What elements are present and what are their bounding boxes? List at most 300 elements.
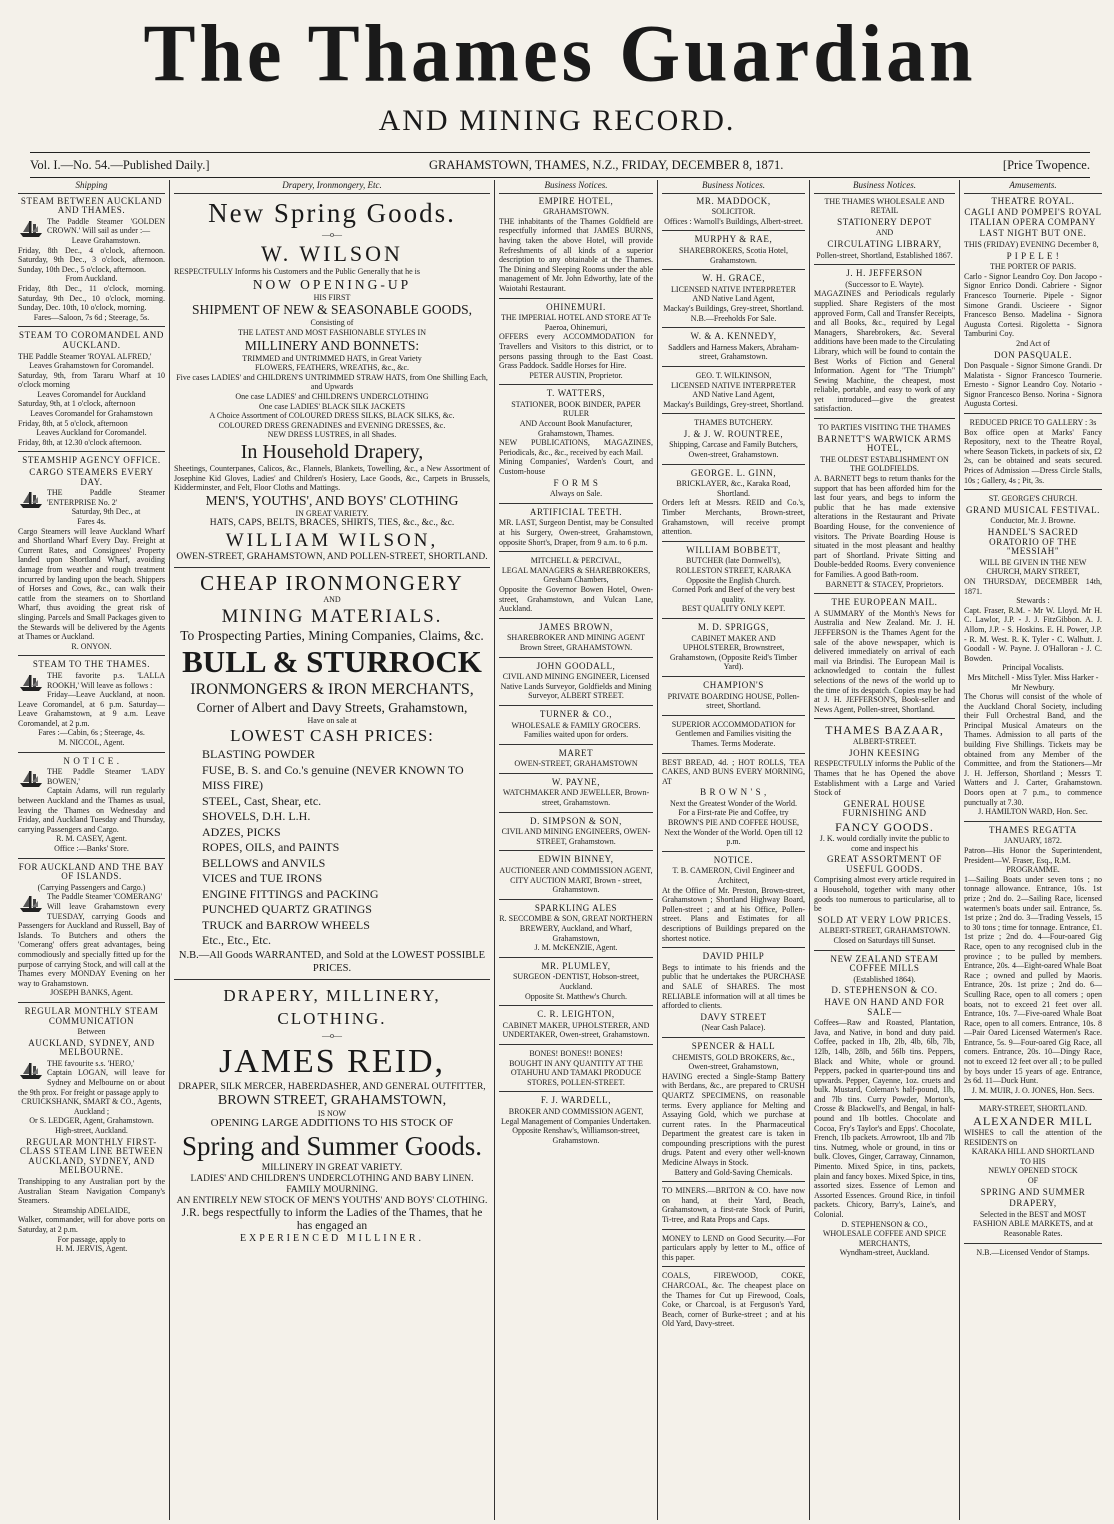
notice-heading: HAVE ON HAND AND FOR SALE— (824, 996, 945, 1017)
notice-heading: D. STEPHENSON & CO. (831, 985, 938, 996)
notice-heading: THAMES REGATTA (989, 824, 1077, 835)
notice-text: MARY-STREET, SHORTLAND. (978, 1104, 1088, 1114)
notice-heading: DAVY STREET (700, 1011, 767, 1022)
notice-text: Stewards : (1016, 596, 1050, 606)
notice-text: BARNETT & STACEY, Proprietors. (825, 579, 944, 589)
column-business-1 (495, 180, 658, 1520)
reid-entirely: AN ENTIRELY NEW STOCK OF MEN'S YOUTHS' AND BOYS' CLOTHING. (176, 1196, 488, 1207)
notice-text: Families waited upon for orders. (523, 730, 629, 740)
divider (964, 821, 1102, 822)
notice-heading: F O R M S (553, 477, 599, 488)
notice-text: Friday—Leave Auckland, at noon. Leave Coromandel, at 6 p.m. Saturday—Leave Grahamstown, at 9 a.m. Leave Coromandel, at 2 p.m. (18, 690, 165, 728)
notice-heading: P I P E L E ! (1006, 250, 1060, 261)
notice-heading: ALEXANDER MILL (973, 1114, 1093, 1129)
divider (499, 657, 653, 658)
wilson-address: OWEN-STREET, GRAHAMSTOWN, AND POLLEN-STREET, SHORTLAND. (176, 552, 488, 563)
notice-text: AND Account Book Manufacturer, Grahamstown, Thames. (519, 419, 633, 438)
issue-info-bar (30, 152, 1090, 178)
column-amusements (960, 180, 1106, 1520)
notice-text: BEST BREAD, 4d. ; HOT ROLLS, TEA CAKES, AND BUNS EVERY MORNING, AT (662, 757, 805, 786)
divider (662, 1266, 805, 1267)
list-item: BLASTING POWDER (202, 747, 315, 762)
notice-text: For passage, apply to (57, 1234, 126, 1244)
notice-heading: EMPIRE HOTEL, (538, 195, 614, 206)
notice-text: Conductor, Mr. J. Browne. (990, 516, 1076, 526)
notice-text: Saddlers and Harness Makers, Abraham-street, Grahamstown. (668, 342, 799, 362)
notice-text: The Paddle Steamer 'COMERANG' (47, 892, 163, 902)
bull-and: AND (323, 595, 341, 605)
column-drapery (170, 180, 495, 1520)
notice-text: (Near Cash Palace). (701, 1023, 766, 1033)
notice-heading: N O T I C E . (63, 755, 120, 766)
notice-heading: W. PAYNE, (551, 776, 601, 787)
notice-text: Corned Pork and Beef of the very best quality. (672, 585, 795, 604)
notice-text: NEW PUBLICATIONS, MAGAZINES, Periodicals, &c., &c., received by each Mail. (499, 438, 653, 457)
wilson-latest: THE LATEST AND MOST FASHIONABLE STYLES IN (237, 327, 426, 337)
list-item: A Choice Assortment of COLOURED DRESS SILKS, BLACK SILKS, &c. (209, 411, 455, 421)
notice-text: CRUICKSHANK, SMART & CO., Agents, Auckland ; (21, 1097, 162, 1116)
notice-text: Cargo Steamers will leave Auckland Wharf and Shortland Wharf Every Day. Freight at Current Rates, and Consignees' Property landed upon Shortland Wharf, avoiding damage from weather and rough treatment incurred by landing upon the beach. Shippers of Horses and Cows, &c., can walk their cattle from the steamers on to Shortland Wharf, thus avoiding the great risk of slinging. Parcels and Small Packages given to the Stewards will be delivered by the Agents at Thames or Auckland. (18, 526, 165, 642)
divider (499, 551, 653, 552)
notice-text: Fares 4s. (77, 517, 106, 526)
wilson-first: HIS FIRST (313, 292, 351, 302)
divider (964, 1243, 1102, 1244)
notice-text: SHAREBROKER AND MINING AGENT (506, 633, 645, 643)
wilson-opening: NOW OPENING-UP (252, 276, 412, 292)
notice-text: Opposite St. Matthew's Church. (524, 991, 628, 1001)
wilson-variety: IN GREAT VARIETY. (295, 508, 369, 518)
notice-heading: JAMES BROWN, (539, 621, 613, 632)
notice-text: Brown Street, GRAHAMSTOWN. (519, 642, 633, 652)
notice-heading: GRAND MUSICAL FESTIVAL. (965, 504, 1101, 515)
notice-heading: D. SIMPSON & SON, (530, 815, 622, 826)
notice-text: For a First-rate Pie and Coffee, try BROWN'S PIE AND COFFEE HOUSE, Next the Wonder of the World. Open till 12 p.m. (664, 808, 803, 847)
column-heading: Business Notices. (499, 180, 653, 194)
notice-heading: STATIONERY DEPOT (837, 216, 932, 227)
divider (662, 753, 805, 754)
notice-text: WILL BE GIVEN IN THE NEW CHURCH, MARY STREET, (979, 557, 1087, 577)
notice-heading: FOR AUCKLAND AND THE BAY OF ISLANDS. (18, 861, 165, 882)
bull-firm: BULL & STURROCK (182, 643, 482, 679)
wilson-consisting: Consisting of (310, 318, 354, 328)
notice-heading: W. H. GRACE, (701, 273, 766, 284)
steamer-icon (18, 488, 44, 510)
notice-text: Mackay's Buildings, Grey-street, Shortland. (663, 399, 804, 409)
divider (499, 957, 653, 958)
divider (964, 413, 1102, 414)
notice-text: CIVIL AND MINING ENGINEER, Licensed Native Lands Surveyor, Goldfields and Mining Surveyor, ALBERT STREET. (500, 672, 652, 701)
notice-text: THE inhabitants of the Thames Goldfield are respectfully informed that JAMES BURNS, having taken the above Hotel, will provide Refreshments of all kinds of a superior description to any obtainable at the Thames. The Dining and Sleeping Rooms under the able management of Mr. John Edworthy, late of the Waiotahi Restaurant. (499, 216, 653, 293)
divider (964, 1099, 1102, 1100)
notice-text: T. B. CAMERON, Civil Engineer and Architect, (672, 866, 795, 886)
notice-heading: SPRING AND SUMMER (980, 1186, 1086, 1197)
notice-heading: MR. MADDOCK, (696, 195, 771, 206)
notice-text: Friday, 8th, at 5 o'clock, afternoon (18, 418, 128, 428)
notice-heading: DRAPERY, (1009, 1198, 1057, 1209)
bull-corner: Corner of Albert and Davy Streets, Grahamstown, (196, 699, 468, 715)
notice-text: SHAREBROKERS, Scotia Hotel, Grahamstown. (679, 245, 788, 265)
notice-heading: SPENCER & HALL (691, 1040, 776, 1051)
notice-text: J. HAMILTON WARD, Hon. Sec. (978, 807, 1088, 817)
notice-text: 2nd Act of (1016, 338, 1050, 348)
divider (814, 418, 955, 419)
notice-text: Captain LOGAN, will leave for Sydney and Melbourne on or about the 9th prox. For freight or passage apply to (18, 1068, 165, 1097)
wilson-millinery: MILLINERY AND BONNETS: (244, 337, 420, 353)
notice-text: SOLICITOR. (711, 207, 756, 217)
notice-text: J. K. would cordially invite the public to come and inspect his (819, 834, 950, 853)
notice-text: M. NICCOL, Agent. (58, 738, 125, 748)
list-item: ADZES, PICKS (202, 824, 281, 839)
reid-trade: DRAPER, SILK MERCER, HABERDASHER, AND GENERAL OUTFITTER, (178, 1081, 486, 1092)
notice-text: Carlo - Signor Leandro Coy. Don Jacopo - Signor Enrico Dondi. Cabriere - Signor Francesco Tournerie. Pipele - Signor Simone Grandi. Uscieere - Signor Francesco Benso. Madelina - Signora Augusta Cortesi. Rigoletta - Signora Tamburini Coy. (964, 271, 1102, 339)
list-item: SHOVELS, D.H. L.H. (202, 809, 311, 824)
notice-text: RESPECTFULLY informs the Public of the Thames that he has Opened the above Establishment with a Large and Varied Stock of (814, 759, 955, 798)
notice-heading: THEATRE ROYAL. (991, 195, 1075, 206)
divider (662, 269, 805, 270)
divider (814, 264, 955, 265)
divider (499, 298, 653, 299)
reid-mourning: FAMILY MOURNING. (286, 1185, 378, 1196)
notice-text: CITY AUCTION MART, Brown - street, Grahamstown. (510, 875, 642, 895)
notice-heading: STEAM TO COROMANDEL AND AUCKLAND. (19, 330, 164, 350)
wilson-hats: HATS, CAPS, BELTS, BRACES, SHIRTS, TIES, &c., &c., &c. (209, 518, 455, 529)
notice-text: OWEN-STREET, GRAHAMSTOWN (514, 759, 638, 769)
notice-text: Walker, commander, will for above ports on Saturday, at 2 p.m. (18, 1215, 165, 1234)
notice-text: THE favourite s.s. 'HERO,' (47, 1058, 135, 1068)
notice-text: Steamship ADELAIDE, (52, 1205, 131, 1215)
notice-text: HAVING erected a Single-Stamp Battery with Berdans, &c., are prepared to CRUSH QUARTZ SPECIMENS, on reasonable terms. Every appliance for Melting and Assaying Gold, which we purchase at current rates. In the Pharmaceutical Department the greatest care is taken in compounding prescriptions with the purest drugs. Patent and every other well-known Medicine Always in Stock. (662, 1071, 805, 1168)
notice-text: The Paddle Steamer 'GOLDEN CROWN.' Will sail as under :— (47, 216, 165, 236)
wilson-household-text: Sheetings, Counterpanes, Calicos, &c., Flannels, Blankets, Towelling, &c., a New Assortment of Josephine Kid Gloves, Ladies' and Children's Hosiery, Lace Goods, &c., Carpets in Brussels, Kidderminster, and Felt, Floor Cloths and Mattings. (174, 463, 490, 493)
notice-text: Leaves Grahamstown for Coromandel. (29, 361, 154, 371)
columns (14, 180, 1106, 1520)
divider (662, 715, 805, 716)
divider (662, 366, 805, 367)
notice-text: MR. LAST, Surgeon Dentist, may be Consulted at his Surgery, Owen-street, Grahamstown, opposite Short's, Draper, from 9 a.m. to 6 p.m. (499, 518, 653, 547)
notice-text: Patron—His Honor the Superintendent, President—W. Fraser, Esq., R.M. (964, 846, 1102, 865)
notice-heading: BARNETT'S WARWICK ARMS HOTEL, (817, 433, 952, 454)
notice-text: Always on Sale. (549, 489, 603, 499)
column-heading: Business Notices. (662, 180, 805, 194)
notice-text: Saturday, 9th Dec., at (71, 507, 141, 517)
notice-text: N.B.—Freeholds For Sale. (690, 313, 777, 323)
notice-text: SURGEON -DENTIST, Hobson-street, Auckland. (512, 972, 640, 991)
notice-text: LEGAL MANAGERS & SHAREBROKERS, Gresham Chambers, (501, 565, 651, 585)
notice-text: WHOLESALE COFFEE AND SPICE MERCHANTS, (822, 1229, 947, 1248)
column-content (814, 197, 955, 1258)
notice-text: Wyndham-street, Auckland. (839, 1248, 930, 1258)
notice-text: Friday, 8th Dec., 4 o'clock, afternoon. Saturday, 9th Dec., 3 o'clock, afternoon. Sunday, 10th Dec., 5 o'clock, afternoon. (18, 245, 165, 274)
notice-heading: EDWIN BINNEY, (538, 854, 614, 865)
list-item: One case LADIES' BLACK SILK JACKETS (258, 401, 406, 411)
divider (18, 451, 165, 452)
notice-text: Leave Grahamstown. (71, 235, 141, 245)
notice-text: Leaves Auckland for Coromandel. (36, 428, 147, 438)
notice-text: ST. GEORGE'S CHURCH. (988, 494, 1078, 504)
notice-text: Saturday, 9th, from Tararu Wharf at 10 o'clock morning (18, 370, 165, 390)
column-content (662, 197, 805, 1329)
divider (662, 1037, 805, 1038)
notice-text: MONEY to LEND on Good Security.—For particulars apply by letter to M., office of this paper. (662, 1233, 805, 1262)
wilson-shipment: SHIPMENT OF NEW & SEASONABLE GOODS, (191, 302, 473, 318)
notice-heading: REGULAR MONTHLY FIRST-CLASS STEAM LINE BETWEEN AUCKLAND, SYDNEY, AND MELBOURNE. (19, 1136, 164, 1176)
divider (964, 489, 1102, 490)
notice-heading: STEAM TO THE THAMES. (32, 659, 151, 670)
column-content (964, 197, 1102, 1258)
notice-text: The Chorus will consist of the whole of the Auckland Choral Society, including their Full Orchestral Band, and the Principal Musical Amateurs on the Thames. Admission to all parts of the building Five Shillings. Tickets may be obtained from any Member of the Committee, and from the Stationers—Mr J. H. Jefferson, Shortland ; Messrs T. Watters and J. Carter, Grahamstown. Doors open at 7 p.m., to commence punctually at 7.30. (964, 692, 1102, 807)
notice-text: CABINET MAKER AND UPHOLSTERER, Brownstreet, Grahamstown, (Opposite Reid's Timber Yard). (669, 633, 798, 672)
steamer-icon (18, 767, 44, 789)
list-item: Etc., Etc., Etc. (202, 933, 271, 948)
notice-text: Between (77, 1027, 106, 1037)
bull-lowest: LOWEST CASH PRICES: (230, 726, 434, 746)
notice-text: THE Paddle Steamer 'ENTERPRISE No. 2' (47, 488, 165, 507)
divider (662, 1229, 805, 1230)
notice-text: Coffees—Raw and Roasted, Plantation, Java, and Native, in bond and duty paid. Coffee, packed in 1lb, 2lb, 4lb, 6lb, 7lb, 12lb, 14lb, 28lb, and 56lb tins. Peppers, Black and White, whole or ground. Peppers, packed in quarter-pound tins and upwards. Pepper, Cayenne, 1oz. cruets and bulk. Mustard, Coleman's half-pound, 1lb, and 7lb tins. Curry Powder, Morton's, Crosse & Blackwell's, and Bengal, in half-pound and 1lb bottles. Chocolate and Cocoa, Fry's Taylor's and Epps'. Chocolate, French, 1lb packets. Arrowroot, 1lb and 7lb tins. Nutmeg, whole or ground, in tins or bulk. Cloves, Ginger, Carraway, Cinnamon, Pimento. Mixed Spice, in tins, packets, plain and fancy boxes. Mixed Spice, in tins, assorted sizes. Essence of Lemon and Assorted Essences. Ground Rice, in tinfoil packets. Chicory, Barry's, Laine's, and Colonial. (814, 1018, 955, 1219)
reid-drapery: DRAPERY, MILLINERY, CLOTHING. (223, 985, 441, 1028)
notice-text: Fares—Saloon, 7s 6d ; Steerage, 5s. (33, 312, 150, 322)
divider (662, 851, 805, 852)
divider (499, 1044, 653, 1045)
notice-heading: CAGLI AND POMPEI'S ROYAL ITALIAN OPERA COMPANY (964, 207, 1102, 227)
notice-text: ON THURSDAY, DECEMBER 14th, 1871. (964, 576, 1102, 596)
notice-heading: T. WATTERS, (546, 388, 606, 399)
list-item: STEEL, Cast, Shear, etc. (202, 793, 322, 808)
notice-text: J. M. MUIR, J. O. JONES, Hon. Secs. (971, 1085, 1095, 1095)
list-item: COLOURED DRESS GRENADINES and EVENING DRESSES, &c. (218, 420, 446, 430)
notice-heading: JOHN GOODALL, (536, 660, 616, 671)
price: [Price Twopence. (1002, 157, 1090, 172)
notice-text: THE favorite p.s. 'LALLA ROOKH,' Will leave as follows : (47, 670, 165, 690)
notice-heading: GENERAL HOUSE FURNISHING AND (842, 798, 927, 819)
divider (662, 327, 805, 328)
notice-text: Selected in the BEST and MOST FASHION ABLE MARKETS, and at Reasonable Rates. (972, 1209, 1094, 1238)
divider (662, 618, 805, 619)
notice-text: Capt. Fraser, R.M. - Mr W. Lloyd. Mr H. C. Lawlor, J.P. - J. J. FitzGibbon. A. J. Allom, J.P. - S. Hoskins. E. H. Power, J.P. - R. M. West. R. K. Tyler - C. Walhutt. J. Goodall - W. Payne. J. O'Halloran - J. C. Bowden. (964, 605, 1102, 663)
notice-text: THE IMPERIAL HOTEL AND STORE AT Te Paeroa, Ohinemuri, (501, 313, 651, 332)
notice-text: MAGAZINES and Periodicals regularly supplied. Share Registers of the most approved Form, Call and Transfer Receipts, and all Books, &c., required by Legal Managers, Sharebrokers, &c. Several additions have been made to the Circulating Library, which will be found to contain the Best Works of Fiction and General Information. Agent for "The Triumph" Sewing Machine, the cheapest, most reliable, portable, and easy to work of any yet introduced—give the greatest satisfaction. (814, 289, 955, 414)
column-heading: Drapery, Ironmongery, Etc. (174, 180, 490, 194)
notice-text: THE PORTER OF PARIS. (990, 262, 1076, 272)
list-item: NEW DRESS LUSTRES, in all Shades. (267, 430, 397, 440)
notice-text: A. BARNETT begs to return thanks for the support that has been afforded him for the last four years, and begs to inform the public that he has made extensive alterations in the Restaurant and Private Boarding House, for the convenience of visitors. The Private Boarding House is situated in the most pleasant and healthy part of Shortland. Private Sitting and Double-bedded Rooms. Every convenience for Families. A good Bath-room. (814, 474, 955, 579)
notice-text: THE Paddle Steamer 'ROYAL ALFRED,' (18, 351, 152, 361)
notice-text: Or S. LEDGER, Agent, Grahamstown. (29, 1116, 154, 1126)
wilson-household: In Household Drapery, (240, 440, 424, 463)
column-heading: Business Notices. (814, 180, 955, 194)
notice-text: BUTCHER (late Dornwell's), (686, 556, 781, 566)
notice-text: PETER AUSTIN, Proprietor. (529, 370, 623, 380)
notice-text: LICENSED NATIVE INTERPRETER AND Native Land Agent, (671, 284, 796, 304)
notice-heading: HANDEL'S SACRED ORATORIO OF THE "MESSIAH" (987, 527, 1079, 557)
masthead (0, 0, 1114, 155)
notice-text: R. M. CASEY, Agent. (56, 834, 127, 844)
wilson-full-name: WILLIAM WILSON, (225, 530, 439, 552)
notice-text: OF (1027, 1176, 1039, 1185)
divider (499, 812, 653, 813)
reid-ladies: LADIES' AND CHILDREN'S UNDERCLOTHING AND BABY LINEN. (190, 1174, 474, 1185)
list-item: TRIMMED and UNTRIMMED HATS, in Great Variety (242, 353, 422, 363)
notice-text: Comprising almost every article required in a Household, together with many other goods too numerous to particularise, all to be (814, 875, 955, 914)
wilson-name: W. WILSON (261, 241, 403, 267)
notice-text: Box office open at Marks' Fancy Repository, next to the Theatre Royal, where Season Tickets, in packets of six, £2 2s, can be obtained and seats secured. Prices of Admission —Dress Circle Stalls, 10s ; Gallery, 4s ; Pit, 3s. (964, 427, 1102, 485)
notice-text: ALBERT-STREET. (852, 737, 917, 747)
notice-text: D. STEPHENSON & CO., (841, 1219, 928, 1229)
notice-text: PROGRAMME. (1006, 865, 1060, 875)
notice-text: Begs to intimate to his friends and the public that he undertakes the PURCHASE and SALE of SHARES. The most RELIABLE information will at all times be afforded to clients. (662, 962, 805, 1011)
notice-text: PRIVATE BOARDING HOUSE, Pollen-street, Shortland. (667, 691, 800, 711)
divider (18, 858, 165, 859)
notice-text: Offices : Warnoll's Buildings, Albert-street. (664, 216, 803, 226)
notice-heading: OHINEMURI. (546, 301, 606, 312)
notice-heading: FANCY GOODS. (835, 820, 934, 835)
notice-heading: CHAMPION'S (703, 679, 764, 690)
notice-heading: AUCKLAND, SYDNEY, AND MELBOURNE. (28, 1037, 155, 1058)
divider (18, 1002, 165, 1003)
notice-text: GRAHAMSTOWN. (543, 207, 609, 217)
notice-heading: W. & A. KENNEDY, (690, 331, 777, 342)
reid-milliner: EXPERIENCED MILLINER. (239, 1233, 425, 1245)
notice-text: Shipping, Carcase and Family Butchers, Owen-street, Grahamstown. (669, 440, 798, 460)
notice-text: At the Office of Mr. Preston, Brown-street, Grahamstown ; Shortland Highway Board, Pollen-street ; and at his Office, Pollen-street. Plans and Estimates for all descriptions of Buildings prepared on the shortest notice. (662, 885, 805, 943)
notice-text: Battery and Gold-Saving Chemicals. (674, 1167, 793, 1177)
steamer-icon (18, 671, 44, 693)
newspaper-title: The Thames Guardian (143, 6, 977, 99)
wilson-mens: MEN'S, YOUTHS', AND BOYS' CLOTHING (205, 492, 459, 508)
reid-millinery: MILLINERY IN GREAT VARIETY. (261, 1163, 403, 1174)
divider (499, 744, 653, 745)
reid-name: JAMES REID, (218, 1042, 446, 1080)
divider (499, 1005, 653, 1006)
notice-text: THE THAMES WHOLESALE AND RETAIL (824, 196, 945, 216)
bull-to: To Prospecting Parties, Mining Companies, Claims, &c. (180, 627, 484, 643)
notice-text: Opposite the Governor Bowen Hotel, Owen-street, Grahamstown, and Vulcan Lane, Auckland. (499, 584, 653, 614)
list-item: ENGINE FITTINGS and PACKING (202, 886, 379, 901)
bull-cheap: CHEAP IRONMONGERY (200, 571, 464, 596)
notice-heading: SPARKLING ALES (534, 902, 618, 913)
notice-heading: STEAM BETWEEN AUCKLAND AND THAMES. (20, 195, 163, 216)
notice-text: CIVIL AND MINING ENGINEERS, OWEN-STREET, Grahamstown. (501, 827, 651, 846)
divider (174, 567, 490, 568)
column-content (18, 197, 165, 1254)
notice-text: THIS (FRIDAY) EVENING December 8, (964, 239, 1099, 249)
column-business-3 (810, 180, 960, 1520)
notice-text: CHEMISTS, GOLD BROKERS, &c., Owen-street, Grahamstown, (672, 1052, 795, 1072)
notice-text: WISHES to call the attention of the RESIDENTS on (964, 1128, 1102, 1147)
wilson-items (174, 354, 490, 440)
divider (662, 1181, 805, 1182)
notice-text: From Auckland. (65, 274, 118, 284)
divider (499, 384, 653, 385)
notice-text: Closed on Saturdays till Sunset. (833, 935, 936, 945)
notice-text: (Established 1864). (853, 974, 916, 984)
notice-heading: THAMES BAZAAR, (825, 723, 944, 738)
notice-text: (Successor to E. Wayte). (845, 279, 924, 289)
notice-text: GEO. T. WILKINSON, (695, 370, 772, 380)
bull-mining: MINING MATERIALS. (221, 605, 443, 627)
notice-text: N.B.—Licensed Vendor of Stamps. (976, 1247, 1090, 1257)
notice-text: AUCTIONEER AND COMMISSION AGENT, (499, 866, 653, 876)
notice-text: ROLLESTON STREET, KARAKA Opposite the English Church. (675, 566, 792, 585)
notice-text: ALBERT-STREET, GRAHAMSTOWN. (818, 926, 951, 936)
divider (499, 773, 653, 774)
notice-text: LICENSED NATIVE INTERPRETER AND Native Land Agent, (671, 380, 796, 400)
notice-heading: NEW ZEALAND STEAM COFFEE MILLS (830, 953, 939, 974)
notice-heading: J. & J. W. ROUNTREE, (683, 428, 784, 439)
notice-text: BEST QUALITY ONLY KEPT. (681, 604, 786, 614)
bull-goods (174, 747, 490, 949)
notice-text: R. ONYON. (71, 641, 112, 651)
list-item: ROPES, OILS, and PAINTS (202, 840, 340, 855)
column-shipping (14, 180, 170, 1520)
notice-text: Captain Adams, will run regularly between Auckland and the Thames as usual, leaving the Thames on Wednesday and Friday, and Auckland Tuesday and Thursday, carrying Passengers and Cargo. (18, 786, 165, 834)
divider (174, 979, 490, 980)
newspaper-subtitle: AND MINING RECORD. (378, 104, 736, 137)
list-item: VICES and TUE IRONS (202, 871, 323, 886)
volume-number: Vol. I.—No. 54.—Published Daily.] (30, 157, 210, 172)
notice-heading: M. D. SPRIGGS, (697, 621, 770, 632)
notice-text: MITCHELL & PERCIVAL, (530, 556, 622, 566)
notice-heading: WILLIAM BOBBETT, (686, 544, 781, 555)
notice-text: Mining Companies', Warden's Court, and Custom-house (499, 457, 653, 477)
list-item: FUSE, B. S. and Co.'s genuine (NEVER KNOWN TO MISS FIRE) (202, 762, 464, 793)
reid-street: BROWN STREET, GRAHAMSTOWN, (217, 1092, 447, 1108)
notice-text: CABINET MAKER, UPHOLSTERER, AND UNDERTAKER, Owen-street, Grahamstown. (502, 1020, 650, 1040)
list-item: Five cases LADIES' and CHILDREN'S UNTRIMMED STRAW HATS, from One Shilling Each, and Upwards (176, 372, 488, 392)
notice-heading: CIRCULATING LIBRARY, (827, 238, 942, 249)
notice-text: NEWLY OPENED STOCK (988, 1166, 1078, 1176)
notice-heading: CARGO STEAMERS EVERY DAY. (29, 467, 154, 487)
notice-text: WATCHMAKER AND JEWELLER, Brown-street, Grahamstown. (502, 788, 650, 808)
notice-text: BOUGHT IN ANY QUANTITY AT THE OTAHUHU AND TAMAKI PRODUCE STORES, POLLEN-STREET. (509, 1058, 643, 1087)
notice-heading: DON PASQUALE. (994, 349, 1072, 360)
divider (499, 705, 653, 706)
notice-text: Don Pasquale - Signor Simone Grandi. Dr Malatista - Signor Francesco Tournerie. Ernesto - Signor Leandro Coy. Notario - Signor Francesco Benso. Norina - Signora Augusta Cortesi. (964, 361, 1102, 409)
notice-heading: DAVID PHILP (702, 951, 765, 962)
steamer-icon (18, 892, 44, 914)
column-business-2 (658, 180, 810, 1520)
divider (18, 655, 165, 656)
bull-nb: N.B.—All Goods WARRANTED, and Sold at the LOWEST POSSIBLE PRICES. (178, 949, 486, 974)
notice-text: Will leave Grahamstown every TUESDAY, carrying Goods and Passengers for Auckland and Russell, Bay of Islands. To Butchers and others the 'Comerang' offers great advantages, being commodiously and specially fitted up for the purpose of carrying Stock, and will call at the Thames every MONDAY Evening on her way to Grahamstown. (18, 901, 165, 988)
reid-opening: OPENING LARGE ADDITIONS TO HIS STOCK OF (210, 1117, 454, 1130)
notice-heading: JOHN KEESING (849, 747, 920, 758)
divider (662, 230, 805, 231)
notice-text: Principal Vocalists. (1002, 663, 1064, 673)
notice-heading: B R O W N ' S , (700, 787, 767, 798)
notice-text: THAMES BUTCHERY. (694, 418, 773, 428)
notice-text: JANUARY, 1872. (1004, 836, 1062, 846)
divider (662, 464, 805, 465)
divider (662, 676, 805, 677)
notice-text: BROKER AND COMMISSION AGENT, Legal Management of Companies Undertaken. (501, 1106, 651, 1126)
notice-heading: C. R. LEIGHTON, (537, 1009, 615, 1020)
notice-text: (Carrying Passengers and Cargo.) (37, 882, 146, 892)
steamer-icon (18, 217, 44, 239)
list-item: PUNCHED QUARTZ GRATINGS (202, 902, 372, 917)
notice-text: THE Paddle Steamer 'LADY BOWEN,' (47, 767, 165, 786)
list-item: One case LADIES' and CHILDREN'S UNDERCLOTHING (235, 391, 429, 401)
notice-heading: SOLD AT VERY LOW PRICES. (817, 914, 952, 925)
reid-isnow: IS NOW (317, 1108, 347, 1118)
divider (662, 413, 805, 414)
notice-text: KARAKA HILL AND SHORTLAND (971, 1147, 1095, 1157)
notice-text: STATIONER, BOOK BINDER, PAPER RULER (511, 399, 641, 419)
notice-text: OFFERS every ACCOMMODATION for Travellers and Visitors to this district, or to persons passing through to the East Coast. Grass Paddock. Saddle Horses for Hire. (499, 332, 653, 371)
notice-heading: ARTIFICIAL TEETH. (529, 506, 623, 517)
divider: —o— (322, 1030, 342, 1040)
divider (499, 618, 653, 619)
